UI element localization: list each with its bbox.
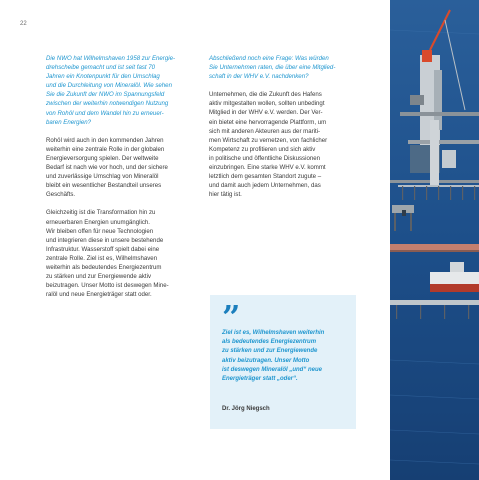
middle-column <box>209 54 359 208</box>
text-line: schaft in der WHV e.V. nachdenken? <box>209 73 309 81</box>
text-line: weiterhin als bedeutendes Energiezentrum <box>46 263 162 271</box>
text-line: sich mit anderen Akteuren aus der mariti- <box>209 127 321 135</box>
text-line: letztlich dem gesamten Standort zugute – <box>209 173 322 181</box>
text-line: hier tätig ist. <box>209 191 242 199</box>
text-line: von Rohöl und dem Wandel hin zu erneuer- <box>46 109 164 117</box>
text-line: und integrieren diese in unsere bestehende <box>46 236 164 244</box>
text-line: zu stärken und zur Energiewende <box>222 348 318 355</box>
text-line: Geschäfts. <box>46 191 76 199</box>
left-column <box>46 54 194 308</box>
text-line: zu stärken und zur Energiewende aktiv <box>46 273 152 281</box>
quote-author: Dr. Jörg Niegsch <box>222 406 270 412</box>
answer-paragraph-2 <box>46 208 194 299</box>
text-line: zwischen der weiterhin notwendigen Nutzung <box>46 100 169 108</box>
text-line: Kompetenz zu profitieren und sich aktiv <box>209 145 316 153</box>
pipeline-bridge <box>390 244 479 250</box>
text-line: Wir bleiben offen für neue Technologien <box>46 227 154 235</box>
harbor-photo <box>390 0 479 480</box>
text-line: und damit auch jedem Unternehmen, das <box>209 182 321 190</box>
text-line: weiterhin eine zentrale Rolle in der globalen <box>46 145 165 153</box>
text-line: ist deswegen Mineralöl „und“ neue <box>222 366 323 373</box>
text-line: Rohöl wird auch in den kommenden Jahren <box>46 136 164 144</box>
text-line: Sie die Zukunft der NWO im Spannungsfeld <box>46 91 165 99</box>
pull-quote-text <box>222 329 352 384</box>
text-line: ein bietet eine hervorragende Plattform, um <box>209 118 327 126</box>
text-line: Ziel ist es, Wilhelmshaven weiterhin <box>222 330 325 336</box>
text-line: Die NWO hat Wilhelmshaven 1958 zur Energie- <box>46 55 175 62</box>
text-line: baren Energien? <box>46 118 92 126</box>
text-line: Mitglied in der WHV e.V. werden. Der Ver- <box>209 109 323 117</box>
text-line: Bedarf ist nach wie vor hoch, und der sichere <box>46 164 168 172</box>
text-line: Gleichzeitig ist die Transformation hin zu <box>46 209 156 217</box>
text-line: Energieträger statt „oder“. <box>222 376 298 383</box>
text-line: Unternehmen, die die Zukunft des Hafens <box>209 91 322 99</box>
answer-paragraph-3 <box>209 90 359 199</box>
text-line: Energieversorgung spielen. Der weltweite <box>46 154 159 162</box>
text-line: und zuverlässige Umschlag von Mineralöl <box>46 173 159 181</box>
text-line: Jahren ein Knotenpunkt für den Umschlag <box>46 73 160 81</box>
text-line: und die Durchleitung von Mineralöl. Wie sehen <box>46 82 172 90</box>
pull-quote-box <box>210 295 356 429</box>
text-line: Infrastruktur. Wasserstoff spielt dabei eine <box>46 245 160 253</box>
text-line: ralöl und neue Energieträger statt oder. <box>46 291 152 299</box>
quotation-mark-icon: ” <box>222 298 241 336</box>
text-line: aktiv beizutragen. Unser Motto <box>222 357 310 364</box>
text-line: in politische und öffentliche Diskussionen <box>209 154 320 162</box>
text-line: bleibt ein wesentlicher Bestandteil unseres <box>46 182 162 190</box>
text-line: zentrale Rolle. Ziel ist es, Wilhelmshaven <box>46 254 158 262</box>
text-line: einzubringen. Eine starke WHV e.V. kommt <box>209 164 326 172</box>
text-line: aktiv mitgestalten wollen, sollten unbedingt <box>209 100 325 108</box>
text-line: men Wirtschaft zu vernetzen, von fachlicher <box>209 136 328 144</box>
text-line: beizutragen. Unser Motto ist deswegen Mine- <box>46 282 169 290</box>
harbor-photo-illustration <box>390 0 479 480</box>
page-number: 22 <box>20 21 27 27</box>
text-line: Abschließend noch eine Frage: Was würden <box>209 55 329 62</box>
interview-question-1 <box>46 54 194 127</box>
text-line: Sie Unternehmen raten, die über eine Mitglied- <box>209 64 336 72</box>
text-line: erneuerbaren Energien unumgänglich. <box>46 218 151 226</box>
text-line: als bedeutendes Energiezentrum <box>222 339 317 346</box>
text-line: drehscheibe gemacht und ist seit fast 70 <box>46 64 156 72</box>
interview-question-2 <box>209 54 359 81</box>
answer-paragraph-1 <box>46 136 194 200</box>
